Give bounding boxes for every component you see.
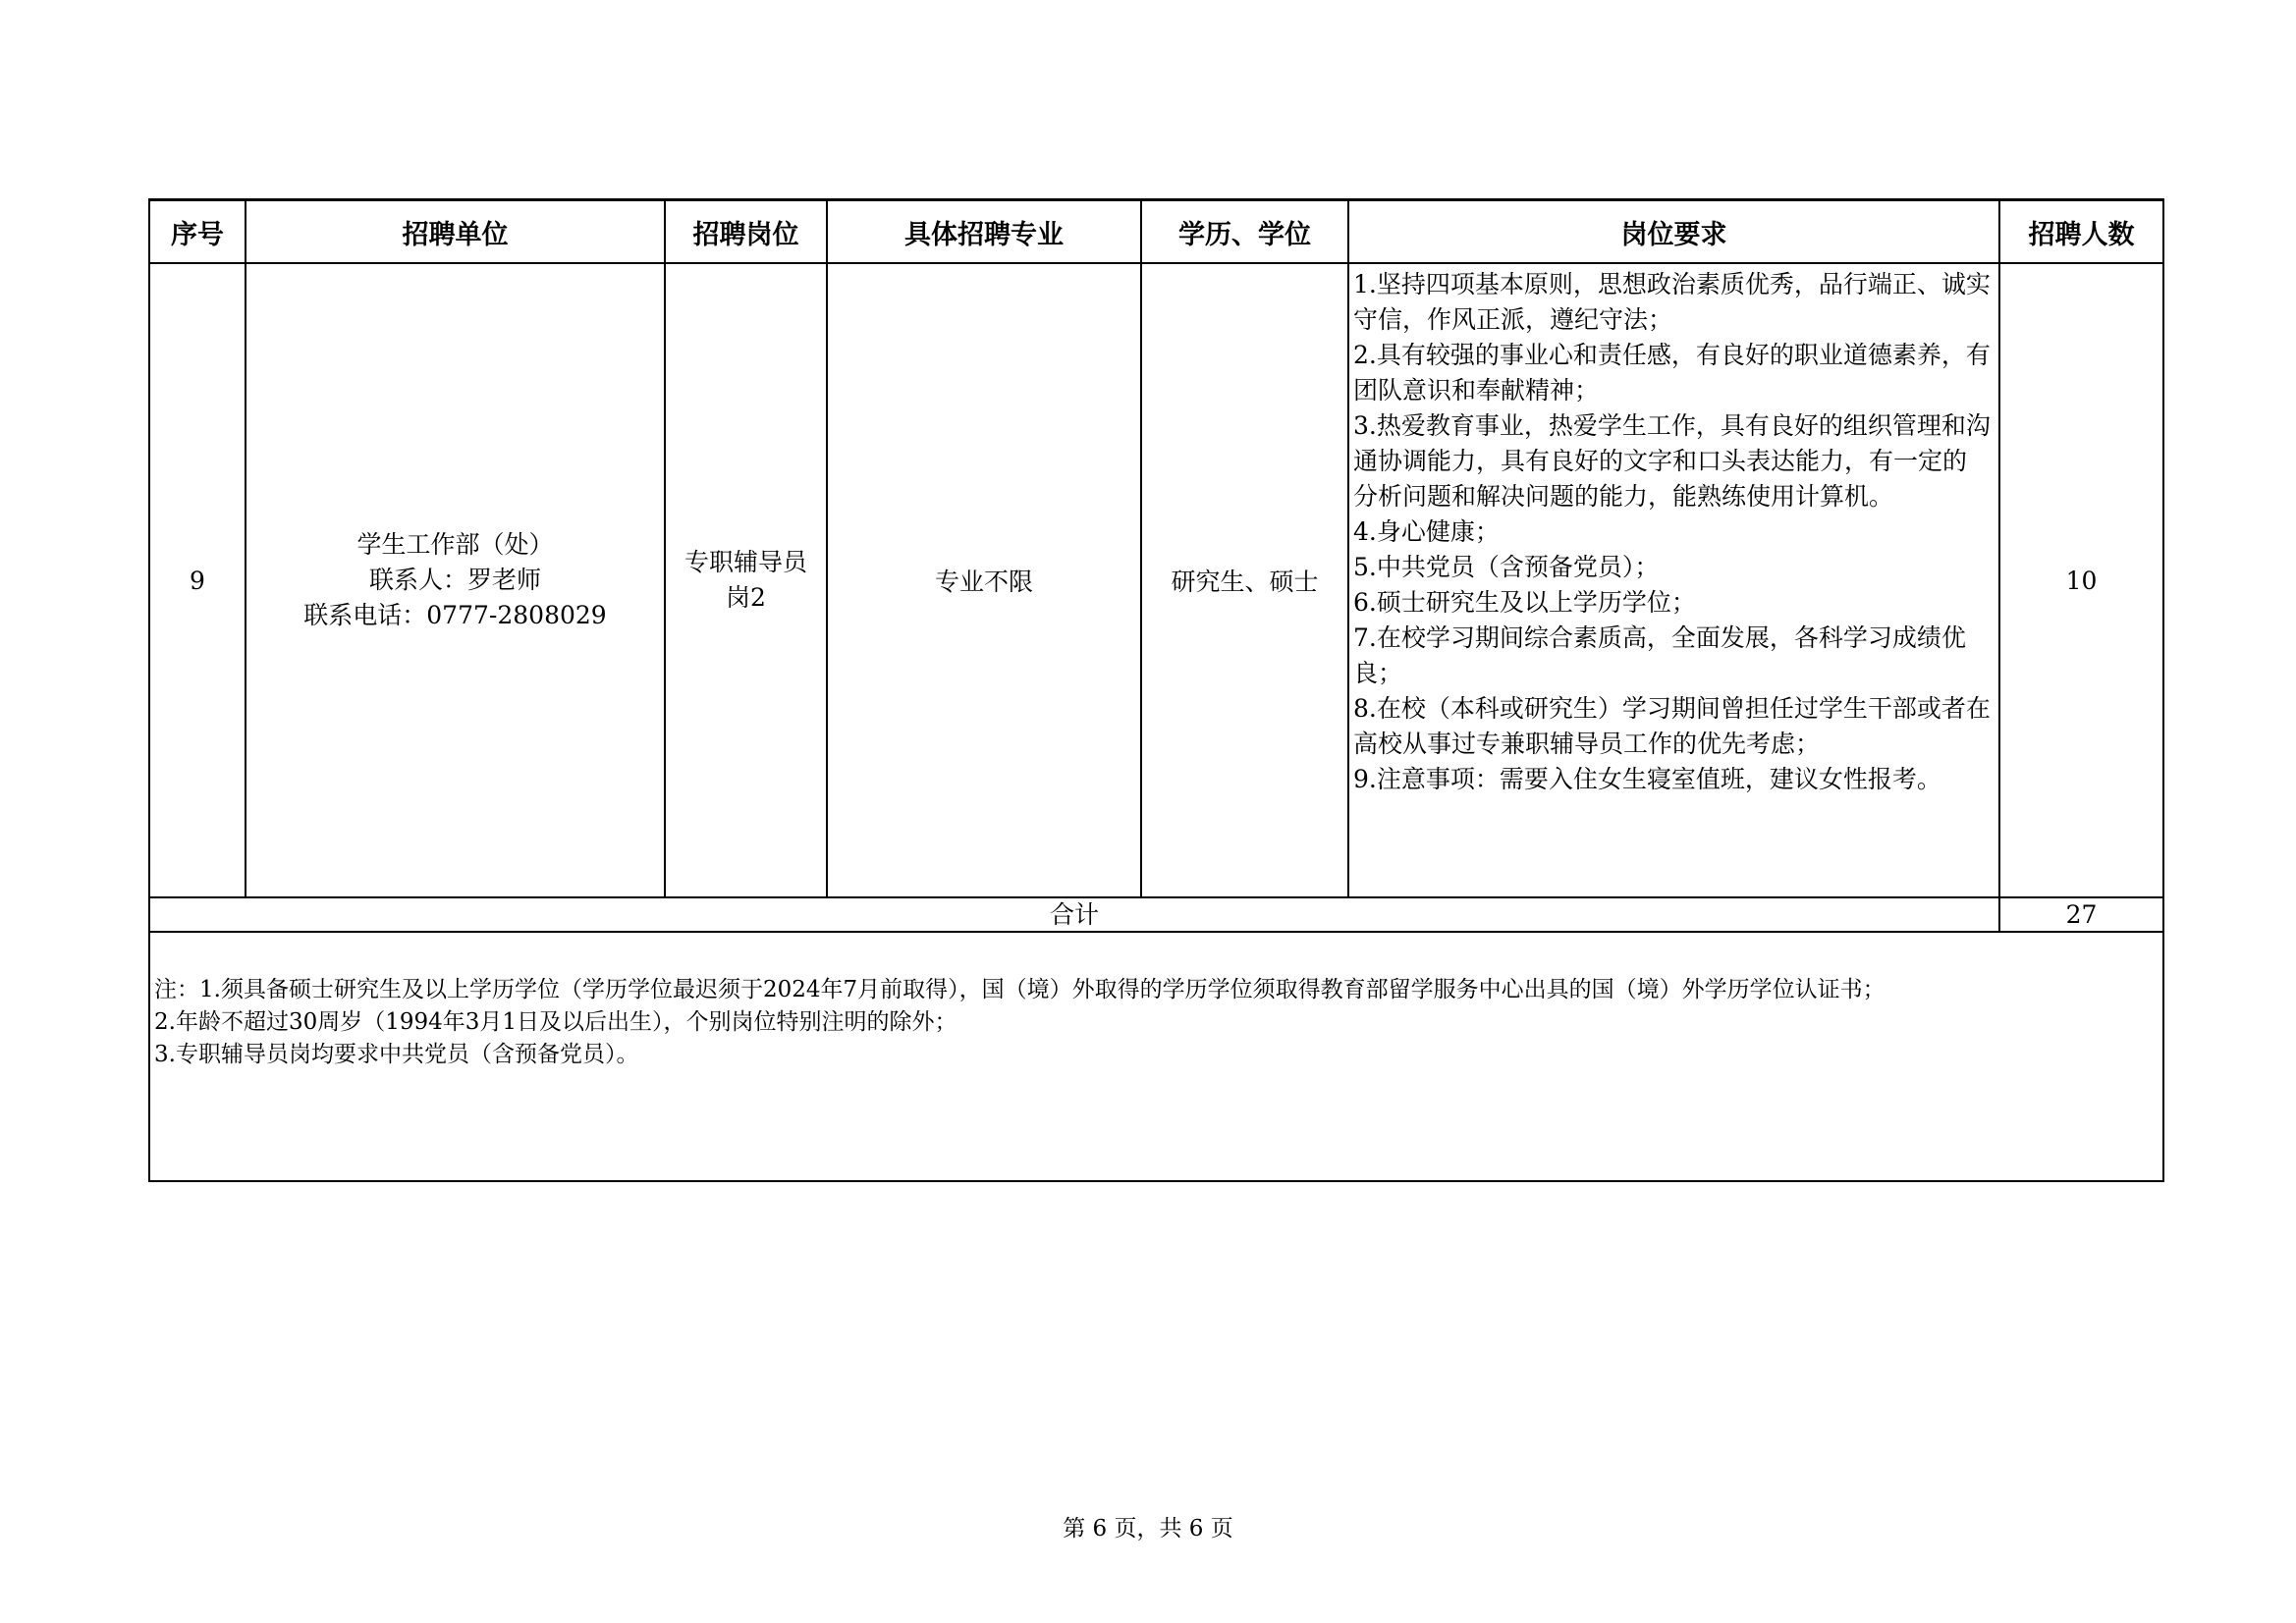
row-degree: 研究生、硕士: [1141, 263, 1348, 897]
row-count: 10: [1999, 263, 2163, 897]
total-count: 27: [1999, 897, 2163, 932]
note-item: 3.专职辅导员岗均要求中共党员（含预备党员）。: [154, 1042, 639, 1067]
requirement-item: 5.中共党员（含预备党员）；: [1353, 553, 1660, 581]
row-major: 专业不限: [827, 263, 1141, 897]
requirement-item: 7.在校学习期间综合素质高，全面发展，各科学习成绩优良；: [1353, 623, 1966, 687]
header-requirements: 岗位要求: [1348, 200, 1999, 264]
position-line-1: 专职辅导员: [683, 548, 807, 576]
notes-cell: [149, 932, 2163, 1181]
table-row: [149, 263, 2163, 897]
header-index: 序号: [149, 200, 246, 264]
header-unit: 招聘单位: [246, 200, 665, 264]
notes-row: [149, 932, 2163, 1181]
header-major: 具体招聘专业: [827, 200, 1141, 264]
note-item: 2.年龄不超过30周岁（1994年3月1日及以后出生），个别岗位特别注明的除外；: [154, 1009, 957, 1035]
note-item: 注：1.须具备硕士研究生及以上学历学位（学历学位最迟须于2024年7月前取得），国（境）外取得的学历学位须取得教育部留学服务中心出具的国（境）外学历学位认证书；: [154, 977, 1886, 1002]
requirement-item: 2.具有较强的事业心和责任感，有良好的职业道德素养，有团队意识和奉献精神；: [1353, 341, 1991, 405]
requirement-item: 1.坚持四项基本原则，思想政治素质优秀，品行端正、诚实守信，作风正派，遵纪守法；: [1353, 270, 1991, 334]
recruitment-table: [148, 198, 2164, 1182]
total-label: 合计: [149, 897, 1999, 932]
unit-phone: 联系电话：0777-2808029: [303, 601, 607, 629]
position-line-2: 岗2: [726, 583, 766, 612]
row-unit: [246, 263, 665, 897]
table-header-row: [149, 200, 2163, 264]
unit-contact: 联系人：罗老师: [368, 566, 541, 594]
requirement-item: 3.热爱教育事业，热爱学生工作，具有良好的组织管理和沟通协调能力，具有良好的文字和口头表达能力，有一定的分析问题和解决问题的能力，能熟练使用计算机。: [1353, 411, 1991, 511]
header-degree: 学历、学位: [1141, 200, 1348, 264]
requirement-item: 8.在校（本科或研究生）学习期间曾担任过学生干部或者在高校从事过专兼职辅导员工作的优先考虑；: [1353, 694, 1991, 758]
requirement-item: 6.硕士研究生及以上学历学位；: [1353, 588, 1696, 617]
unit-name: 学生工作部（处）: [356, 530, 554, 559]
row-requirements: [1348, 263, 1999, 897]
page-footer: 第 6 页，共 6 页: [1063, 1516, 1233, 1542]
requirement-item: 9.注意事项：需要入住女生寝室值班，建议女性报考。: [1353, 765, 1941, 793]
header-count: 招聘人数: [1999, 200, 2163, 264]
total-row: [149, 897, 2163, 932]
header-position: 招聘岗位: [665, 200, 827, 264]
row-position: [665, 263, 827, 897]
row-index: 9: [149, 263, 246, 897]
requirement-item: 4.身心健康；: [1353, 517, 1500, 546]
